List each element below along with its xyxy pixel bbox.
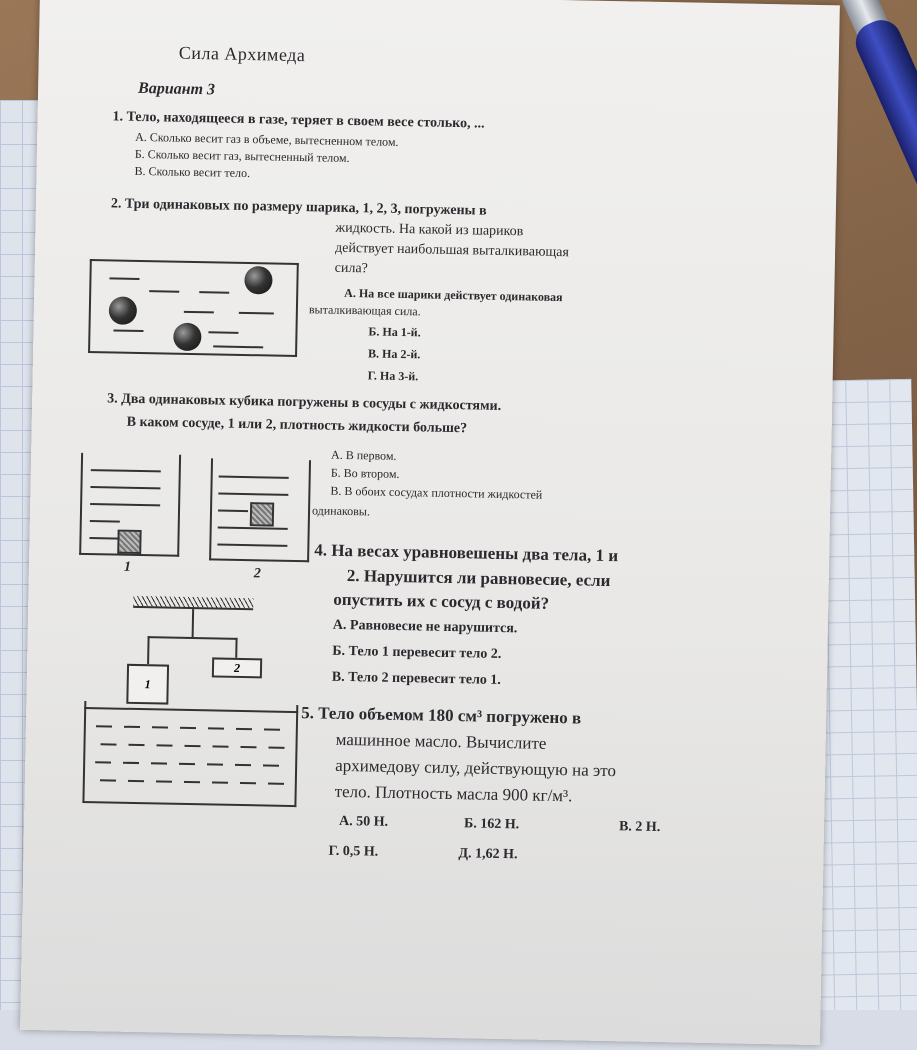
- q2-line1: 2. Три одинаковых по размеру шарика, 1, 2, 3, погружены в: [110, 196, 487, 219]
- q1-option-b: Б. Сколько весит газ, вытесненный телом.: [134, 146, 350, 165]
- q3-line2: В каком сосуде, 1 или 2, плотность жидкости больше?: [126, 414, 468, 437]
- q5-option-d: Г. 0,5 Н.: [328, 843, 379, 860]
- q5-line4: тело. Плотность масла 900 кг/м³.: [334, 781, 573, 806]
- q5-line3: архимедову силу, действующую на это: [334, 755, 617, 781]
- q2-option-d: Г. На 3-й.: [367, 368, 419, 384]
- q4-option-b: Б. Тело 1 перевесит тело 2.: [332, 643, 502, 662]
- q2-line2: жидкость. На какой из шариков: [335, 220, 524, 240]
- q1-option-c: В. Сколько весит тело.: [134, 163, 251, 181]
- q5-line1: 5. Тело объемом 180 см³ погружено в: [300, 703, 582, 728]
- q2-option-b: Б. На 1-й.: [368, 324, 421, 340]
- variant-label: Вариант 3: [137, 79, 216, 99]
- q1-text: 1. Тело, находящееся в газе, теряет в своем весе столько, ...: [112, 109, 485, 132]
- q4-left-string: [147, 636, 150, 664]
- q3-label-1: 1: [123, 559, 132, 575]
- q4-suspension: [192, 609, 195, 637]
- q3-option-a: А. В первом.: [330, 447, 397, 463]
- q5-line2: машинное масло. Вычислите: [335, 729, 547, 753]
- q4-beam: [148, 636, 238, 640]
- q3-cube-2: [250, 502, 274, 526]
- q5-option-e: Д. 1,62 Н.: [458, 846, 518, 863]
- q2-line3: действует наибольшая выталкивающая: [334, 240, 570, 261]
- q4-body-2: 2: [212, 657, 262, 678]
- q2-option-c: В. На 2-й.: [367, 346, 421, 362]
- q4-option-c: В. Тело 2 перевесит тело 1.: [331, 669, 502, 688]
- q4-body-1: 1: [126, 664, 169, 705]
- q2-option-a2: выталкивающая сила.: [308, 302, 421, 319]
- worksheet: [20, 0, 840, 1045]
- q3-option-b: Б. Во втором.: [330, 465, 400, 481]
- q4-option-a: А. Равновесие не нарушится.: [332, 617, 518, 637]
- q4-line2: 2. Нарушится ли равновесие, если: [346, 565, 611, 591]
- q2-option-a1: А. На все шарики действует одинаковая: [344, 285, 563, 305]
- q4-line3: опустить их с сосуд с водой?: [333, 589, 550, 613]
- q5-option-b: Б. 162 Н.: [463, 816, 520, 833]
- q1-option-a: А. Сколько весит газ в объеме, вытесненном телом.: [135, 129, 399, 149]
- q5-option-c: В. 2 Н.: [618, 819, 661, 836]
- q3-option-c1: В. В обоих сосудах плотности жидкостей: [330, 483, 543, 502]
- q2-line4: сила?: [334, 260, 368, 277]
- q4-right-string: [235, 638, 237, 658]
- q4-ceiling: [133, 596, 253, 610]
- q3-line1: 3. Два одинаковых кубика погружены в сосуды с жидкостями.: [107, 391, 502, 414]
- q3-label-2: 2: [253, 566, 261, 582]
- q3-option-c2: одинаковы.: [311, 503, 371, 519]
- q3-cube-1: [117, 530, 141, 554]
- q4-water-vessel: [82, 701, 298, 807]
- q4-line1: 4. На весах уравновешены два тела, 1 и: [314, 540, 619, 566]
- q5-option-a: А. 50 Н.: [338, 813, 389, 830]
- page-title: Сила Архимеда: [178, 42, 306, 66]
